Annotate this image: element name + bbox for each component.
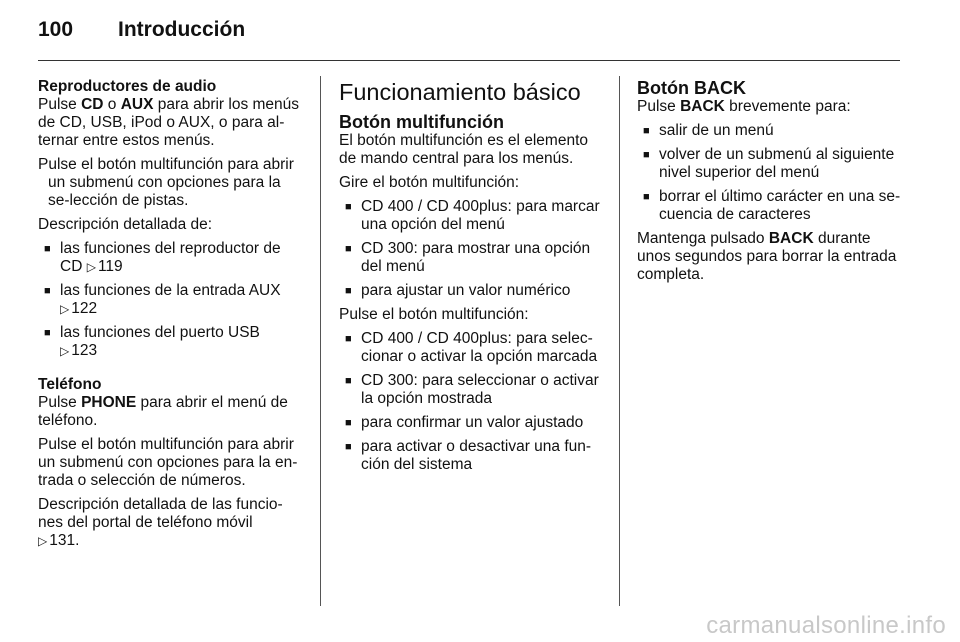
column-right: [637, 78, 905, 290]
turn-list: [339, 198, 607, 300]
column-divider-1: [320, 76, 321, 606]
page-reference[interactable]: ▷ 119: [86, 258, 123, 275]
back-key: BACK: [680, 98, 725, 115]
back-key: BACK: [768, 230, 814, 247]
subsection-heading: Botón multifunción: [339, 112, 504, 132]
back-paragraph-2: Mantenga pulsado BACK durante unos segundos para borrar la entrada completa.: [637, 230, 897, 283]
back-paragraph-1: Pulse BACK brevemente para:: [637, 98, 851, 115]
audio-paragraph-1: Pulse CD o AUX para abrir los menús de CD, USB, iPod o AUX, o para al-ternar entre estos menús.: [38, 96, 300, 149]
section-heading: Funcionamiento básico: [339, 79, 581, 105]
audio-section-title: Reproductores de audio: [38, 78, 217, 95]
arrow-icon: ▷: [60, 302, 70, 316]
list-item: ■ CD 300: para mostrar una opción del menú: [339, 240, 607, 276]
list-item: ■ las funciones del puerto USB ▷ 123: [38, 324, 306, 360]
audio-paragraph-3: Descripción detallada de:: [38, 216, 213, 233]
page-number: 100: [38, 18, 74, 41]
arrow-icon: ▷: [86, 260, 96, 274]
page-title: Introducción: [118, 18, 246, 41]
audio-paragraph-2: Pulse el botón multifunción para abrir un submenú con opciones para la se-lección de pistas.: [38, 156, 294, 209]
phone-paragraph-1: Pulse PHONE para abrir el menú de teléfono.: [38, 394, 288, 429]
list-item: ■ para confirmar un valor ajustado: [339, 414, 607, 432]
aux-key: AUX: [120, 96, 154, 113]
list-item: ■ volver de un submenú al siguiente nivel superior del menú: [637, 146, 905, 182]
multifunction-paragraph-3: Pulse el botón multifunción:: [339, 306, 529, 323]
list-item: ■ CD 400 / CD 400plus: para marcar una opción del menú: [339, 198, 607, 234]
list-item: ■ las funciones de la entrada AUX ▷ 122: [38, 282, 306, 318]
page-header: [38, 18, 245, 48]
list-item: ■ CD 400 / CD 400plus: para selec-cionar o activar la opción marcada: [339, 330, 607, 366]
phone-paragraph-2: Pulse el botón multifunción para abrir un submenú con opciones para la en-trada o selección de números.: [38, 436, 298, 489]
page-reference[interactable]: ▷ 123: [60, 342, 98, 359]
multifunction-paragraph-2: Gire el botón multifunción:: [339, 174, 520, 191]
multifunction-paragraph-1: El botón multifunción es el elemento de mando central para los menús.: [339, 132, 589, 167]
phone-paragraph-3: Descripción detallada de las funcio-nes del portal de teléfono móvil ▷ 131.: [38, 496, 283, 549]
press-list: [339, 330, 607, 474]
column-divider-2: [619, 76, 620, 606]
cd-key: CD: [81, 96, 104, 113]
page-reference[interactable]: ▷ 131.: [38, 532, 80, 549]
column-middle: [339, 78, 607, 480]
list-item: ■ borrar el último carácter en una se-cuencia de caracteres: [637, 188, 905, 224]
audio-list: [38, 240, 306, 360]
back-list: [637, 122, 905, 224]
list-item: ■ para ajustar un valor numérico: [339, 282, 607, 300]
arrow-icon: ▷: [60, 344, 70, 358]
phone-key: PHONE: [81, 394, 137, 411]
list-item: ■ las funciones del reproductor de CD ▷ 119: [38, 240, 306, 276]
page-reference[interactable]: ▷ 122: [60, 300, 98, 317]
list-item: ■ para activar o desactivar una fun-ción del sistema: [339, 438, 607, 474]
list-item: ■ salir de un menú: [637, 122, 905, 140]
list-item: ■ CD 300: para seleccionar o activar la opción mostrada: [339, 372, 607, 408]
header-divider: [38, 60, 900, 61]
column-left: [38, 78, 306, 556]
phone-section-title: Teléfono: [38, 376, 102, 393]
arrow-icon: ▷: [38, 534, 48, 548]
back-heading: Botón BACK: [637, 78, 746, 98]
watermark[interactable]: carmanualsonline.info: [706, 612, 946, 639]
